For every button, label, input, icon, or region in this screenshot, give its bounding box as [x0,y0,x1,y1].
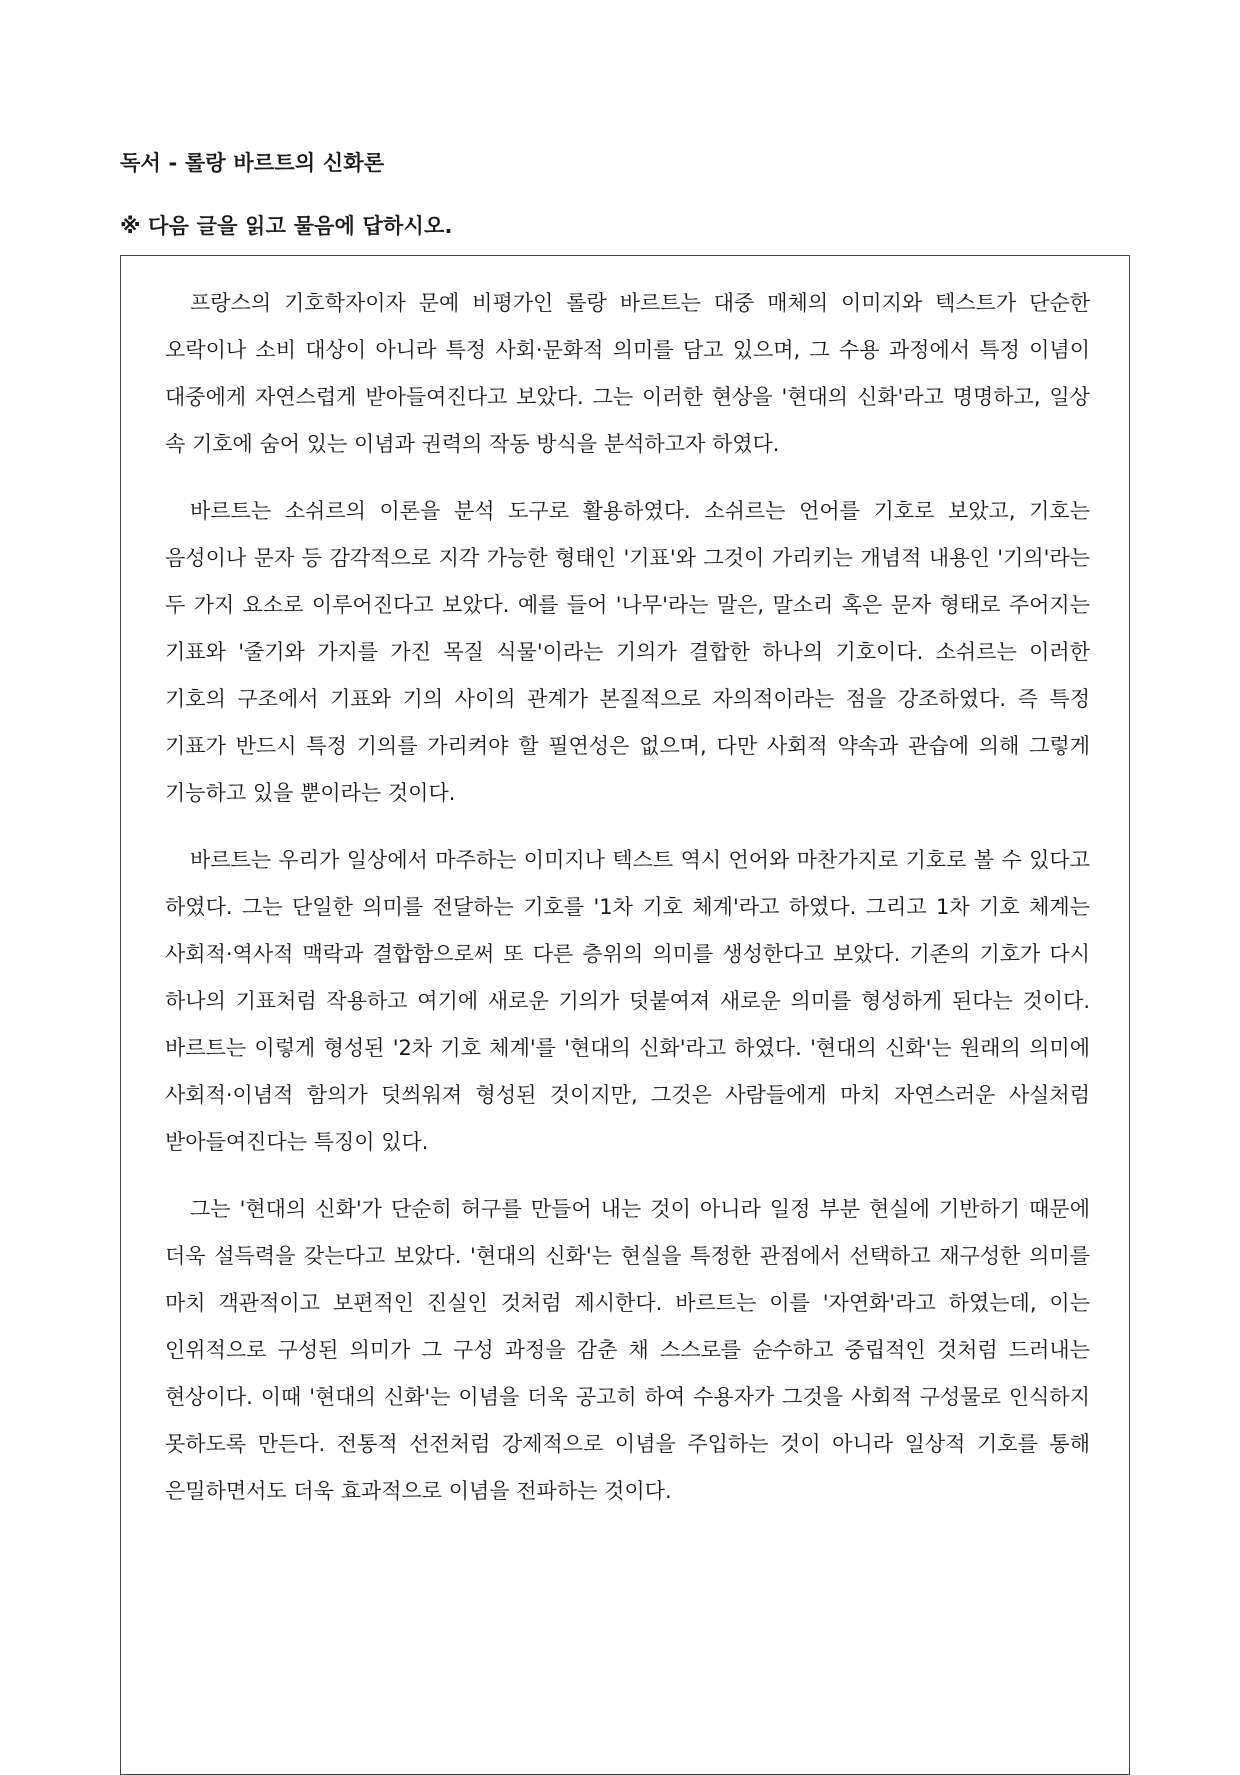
passage-paragraph-4: 그는 '현대의 신화'가 단순히 허구를 만들어 내는 것이 아니라 일정 부분 현실에 기반하기 때문에 더욱 설득력을 갖는다고 보았다. '현대의 신화'는 현실을 특정한 관점에서 선택하고 재구성한 의미를 마치 객관적이고 보편적인 진실인 것처럼 제시한다. 바르트는 이를 '자연화'라고 하였는데, 이는 인위적으로 구성된 의미가 그 구성 과정을 감춘 채 스스로를 순수하고 중립적인 것처럼 드러내는 현상이다. 이때 '현대의 신화'는 이념을 더욱 공고히 하여 수용자가 그것을 사회적 구성물로 인식하지 못하도록 만든다. 전통적 선전처럼 강제적으로 이념을 주입하는 것이 아니라 일상적 기호를 통해 은밀하면서도 더욱 효과적으로 이념을 전파하는 것이다. [165,1197,1090,1503]
passage-paragraph-2: 바르트는 소쉬르의 이론을 분석 도구로 활용하였다. 소쉬르는 언어를 기호로 보았고, 기호는 음성이나 문자 등 감각적으로 지각 가능한 형태인 '기표'와 그것이 가리키는 개념적 내용인 '기의'라는 두 가지 요소로 이루어진다고 보았다. 예를 들어 '나무'라는 말은, 말소리 혹은 문자 형태로 주어지는 기표와 '줄기와 가지를 가진 목질 식물'이라는 기의가 결합한 하나의 기호이다. 소쉬르는 이러한 기호의 구조에서 기표와 기의 사이의 관계가 본질적으로 자의적이라는 점을 강조하였다. 즉 특정 기표가 반드시 특정 기의를 가리켜야 할 필연성은 없으며, 다만 사회적 약속과 관습에 의해 그렇게 기능하고 있을 뿐이라는 것이다. [165,499,1090,805]
document-title: 독서 - 롤랑 바르트의 신화론 [120,151,385,175]
passage-body [165,280,1090,1535]
instruction-text: ※ 다음 글을 읽고 물음에 답하시오. [120,214,453,238]
passage-box [120,255,1130,1775]
passage-paragraph-3: 바르트는 우리가 일상에서 마주하는 이미지나 텍스트 역시 언어와 마찬가지로 기호로 볼 수 있다고 하였다. 그는 단일한 의미를 전달하는 기호를 '1차 기호 체계'라고 하였다. 그리고 1차 기호 체계는 사회적·역사적 맥락과 결합함으로써 또 다른 층위의 의미를 생성한다고 보았다. 기존의 기호가 다시 하나의 기표처럼 작용하고 여기에 새로운 기의가 덧붙여져 새로운 의미를 형성하게 된다는 것이다. 바르트는 이렇게 형성된 '2차 기호 체계'를 '현대의 신화'라고 하였다. '현대의 신화'는 원래의 의미에 사회적·이념적 함의가 덧씌워져 형성된 것이지만, 그것은 사람들에게 마치 자연스러운 사실처럼 받아들여진다는 특징이 있다. [165,848,1090,1154]
passage-paragraph-1: 프랑스의 기호학자이자 문예 비평가인 롤랑 바르트는 대중 매체의 이미지와 텍스트가 단순한 오락이나 소비 대상이 아니라 특정 사회·문화적 의미를 담고 있으며, 그 수용 과정에서 특정 이념이 대중에게 자연스럽게 받아들여진다고 보았다. 그는 이러한 현상을 '현대의 신화'라고 명명하고, 일상 속 기호에 숨어 있는 이념과 권력의 작동 방식을 분석하고자 하였다. [165,291,1090,456]
